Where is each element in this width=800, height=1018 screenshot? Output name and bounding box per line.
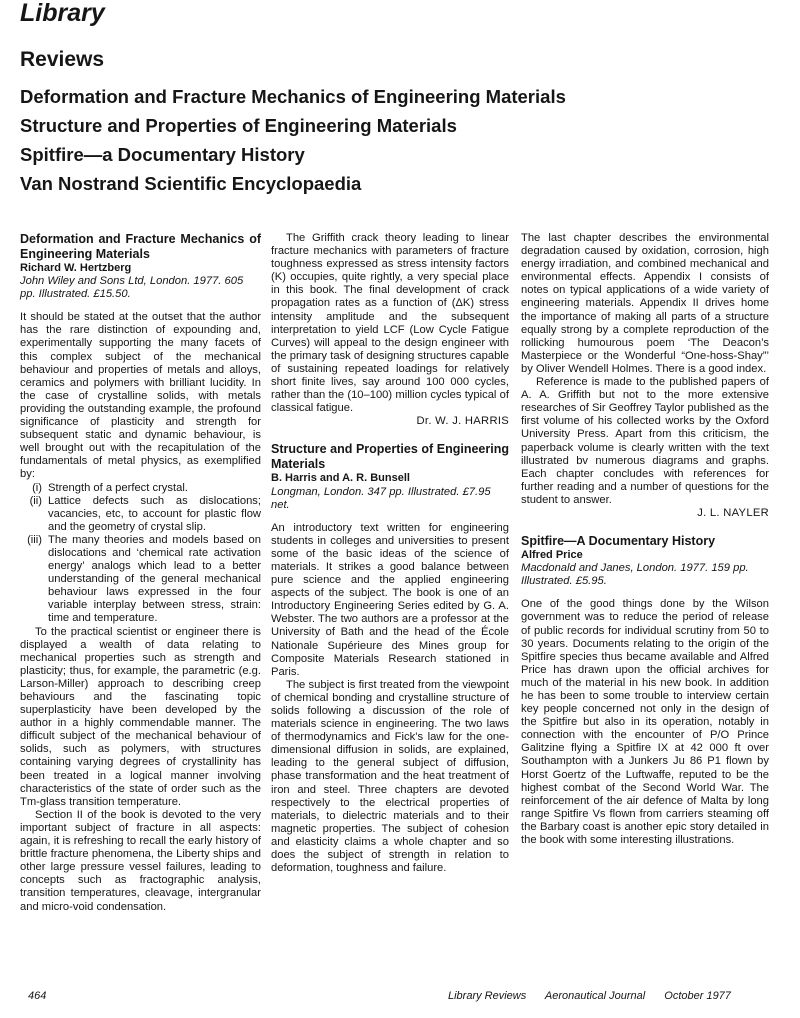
review-publication: John Wiley and Sons Ltd, London. 1977. 605 pp. Illustrated. £15.50.: [20, 275, 244, 301]
review-publication: Longman, London. 347 pp. Illustrated. £7.95 net.: [271, 485, 491, 511]
review-title: Structure and Properties of Engineering Materials: [271, 442, 509, 472]
column-2: [271, 232, 509, 875]
reviewer-signature: Dr. W. J. HARRIS: [416, 415, 509, 428]
list-item-label: (i): [32, 481, 42, 494]
review-paragraph: It should be stated at the outset that the author has the rare distinction of expounding and, experimentally supporting the many facets of this complex subject of the mechanical behaviour and properties of metals and alloys, ceramics and polymers with brilliant lucidity. In the case of crystalline solids, with metals providing the outstanding example, the profound significance of plasticity and strength for subsequent static and dynamic behaviour, is well brought out with the recapitulation of the fundamentals of metal physics, as exemplified by:: [20, 311, 261, 481]
page-number: 464: [28, 990, 47, 1002]
reviewed-title: Van Nostrand Scientific Encyclopaedia: [20, 173, 362, 194]
column-3: [521, 232, 769, 847]
fundamentals-list: [20, 482, 261, 626]
review-paragraph: To the practical scientist or engineer there is displayed a wealth of data relating to mechanical properties such as strength and plasticity; thus, for example, the parametric (e.g. Larson-Miller) approach to describing creep behaviours and the fascinating topic superplasticity have been developed by the author in a highly commendable manner. The difficult subject of the mechanical behaviour of solids, such as polymers, with structures containing varying degrees of crystallinity has been treated in a logical manner involving characteristics of the state of order such as the Tm-glass transition temperature.: [20, 625, 261, 808]
section-title: Library: [20, 0, 105, 27]
footer-date: October 1977: [664, 990, 731, 1002]
list-item-text: Strength of a perfect crystal.: [48, 481, 188, 494]
reviewer-signature: J. L. NAYLER: [697, 506, 769, 519]
list-item: [20, 534, 261, 626]
reviewed-titles-list: [20, 82, 790, 198]
article-columns: [20, 232, 788, 972]
review-paragraph: The subject is first treated from the viewpoint of chemical bonding and crystalline structure of solids following a discussion of the role of materials science in engineering. The two laws of thermodynamics and Fick’s law for the one-dimensional diffusion in solids, are explained, leading to the general subject of diffusion, phase transformation and the heat treatment of iron and steel. Three chapters are devoted respectively to the electrical properties of materials, to dielectric materials and to their magnetic properties. The subject of cohesion and elasticity claims a whole chapter and so does the subject of strength in relation to deformation, toughness and failure.: [271, 678, 509, 875]
review-paragraph: Reference is made to the published papers of A. A. Griffith but not to the more extensive researches of Sir Geoffrey Taylor published as the first volume of his collected works by the Oxford University Press. Apart from this criticism, the paperback volume is clearly written with the text illustrated bv numerous diagrams and graphs. Each chapter concludes with references for further reading and a number of questions for the student to answer.: [521, 376, 769, 506]
list-item: [20, 495, 261, 534]
running-footer: [448, 990, 747, 1002]
review-title: Spitfire—A Documentary History: [521, 534, 716, 549]
subsection-title: Reviews: [20, 48, 105, 71]
review-author: Richard W. Hertzberg: [20, 262, 132, 274]
review-paragraph: One of the good things done by the Wilson government was to reduce the period of release of public records for individual scrutiny from 50 to 30 years. Documents relating to the origin of the Spitfire species thus became available and Alfred Price has drawn upon the official archives for much of the material in his new book. In addition he has been to some trouble to interview certain key people concerned not only in the design of the Spitfire but also in its operation, notably in connection with the encounter of P/O Prince Galitzine flying a Spitfire IX at 42 000 ft over Southampton with a Junkers Ju 86 P1 flown by Horst Goertz of the Luftwaffe, reputed to be the highest combat of the Second World War. The reinforcement of the air defence of Malta by long range Spitfire Vs flown from carriers steaming off the Barbary coast is another epic story detailed in the book with some interesting illustrations.: [521, 598, 769, 847]
footer-section: Library Reviews: [448, 990, 527, 1002]
review-author: B. Harris and A. R. Bunsell: [271, 472, 410, 485]
reviewed-title: Structure and Properties of Engineering Materials: [20, 115, 457, 136]
list-item-label: (iii): [27, 533, 42, 546]
review-paragraph: An introductory text written for engineering students in colleges and universities to present some of the basic ideas of the science of materials. It strikes a good balance between pure science and the applied engineering aspects of the subject. The book is one of an Introductory Engineering Series edited by G. A. Webster. The two authors are a professor at the University of Bath and the head of the École Nationale Supérieure des Mines group for Composite Materials Research stationed in Paris.: [271, 521, 509, 678]
review-publication: Macdonald and Janes, London. 1977. 159 pp. Illustrated. £5.95.: [521, 562, 749, 588]
review-paragraph: Section II of the book is devoted to the very important subject of fracture in all aspects: again, it is refreshing to recall the early history of brittle fracture phenomena, the Liberty ships and other large pressure vessel failures, leading to concepts such as fractographic analysis, transition temperatures, cleavage, intergranular and micro-void condensation.: [20, 808, 261, 913]
list-item-label: (ii): [29, 494, 42, 507]
list-item: [20, 482, 261, 495]
page-header: [20, 0, 790, 198]
reviewed-title: Deformation and Fracture Mechanics of Engineering Materials: [20, 86, 566, 107]
footer-journal: Aeronautical Journal: [544, 990, 646, 1002]
review-paragraph: The Griffith crack theory leading to linear fracture mechanics with parameters of fracture toughness expressed as stress intensity factors (K) occupies, quite rightly, a very special place in this book. The final development of crack propagation rates as a function of (ΔK) stress intensity amplitude and the subsequent interpretation to yield LCF (Low Cycle Fatigue Curves) will appeal to the design engineer with the primary task of designing structures capable of sustaining repeated loadings for relatively short finite lives, say around 100 000 cycles, rather than the (10–100) million cycles typical of classical fatigue.: [271, 232, 509, 415]
list-item-text: The many theories and models based on dislocations and ‘chemical rate activation energy’ analogs which lead to a better understanding of the general mechanical behaviour laws expressed in the four variable interplay between stress, strain: time and temperature.: [48, 533, 261, 625]
reviewed-title: Spitfire—a Documentary History: [20, 144, 305, 165]
review-paragraph: The last chapter describes the environmental degradation caused by oxidation, corrosion, high energy irradiation, and combined mechanical and environmental effects. Appendix I consists of notes on typical applications of a wide variety of engineering materials. Appendix II drives home the importance of making all parts of a structure equally strong by a complete reproduction of the rollicking humourous poem ‘The Deacon’s Masterpiece or the Wonderful “One-hoss-Shay”’ by Oliver Wendell Holmes. There is a good index.: [521, 232, 769, 375]
review-author: Alfred Price: [521, 549, 583, 562]
list-item-text: Lattice defects such as dislocations; vacancies, etc, to account for plastic flow and the geometry of crystal slip.: [48, 494, 261, 533]
review-title: Deformation and Fracture Mechanics of Engineering Materials: [20, 232, 261, 261]
column-1: [20, 232, 261, 914]
